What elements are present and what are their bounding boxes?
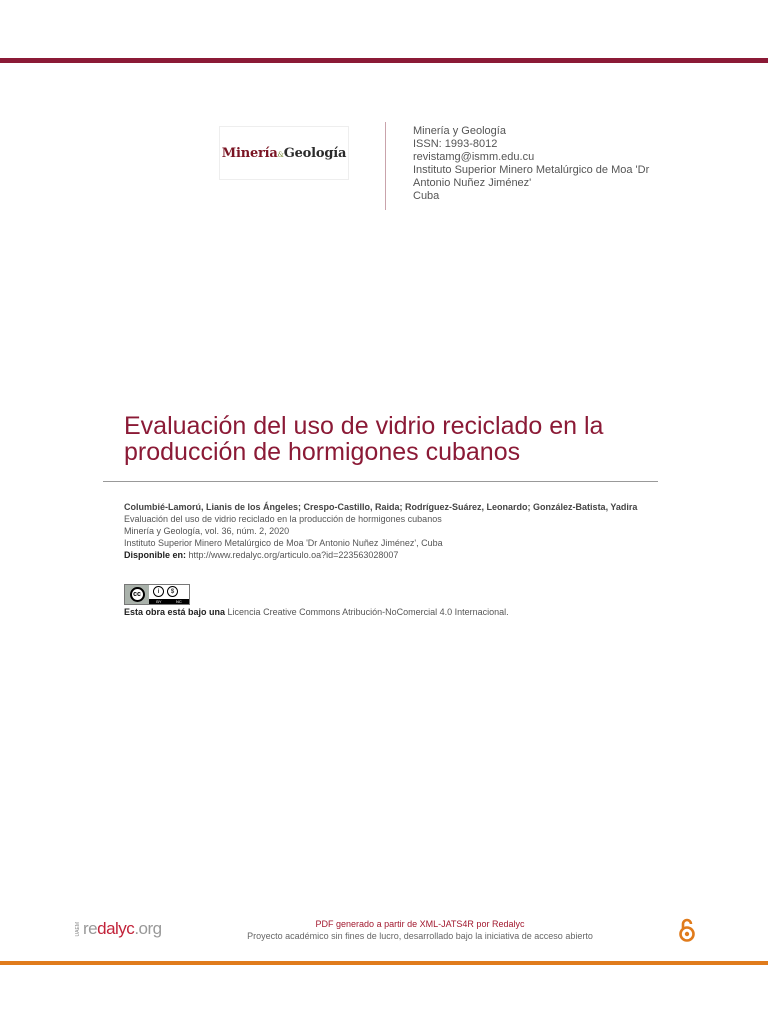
license-link[interactable]: Licencia Creative Commons Atribución-NoComercial 4.0 Internacional. bbox=[227, 607, 509, 617]
journal-logo-text: Minería&Geología bbox=[221, 145, 347, 161]
title-divider bbox=[103, 481, 658, 482]
badge-nc-label: NC bbox=[176, 599, 182, 604]
journal-info bbox=[413, 125, 683, 203]
journal-logo bbox=[219, 126, 349, 180]
journal-country: Cuba bbox=[413, 190, 440, 202]
license-prefix: Esta obra está bajo una bbox=[124, 607, 226, 617]
journal-email[interactable]: revistamg@ismm.edu.cu bbox=[413, 151, 535, 163]
bottom-accent-bar bbox=[0, 961, 768, 965]
article-title: Evaluación del uso de vidrio reciclado en la producción de hormigones cubanos bbox=[124, 412, 604, 466]
uaem-label: UAEM bbox=[75, 921, 81, 937]
article-citation: Minería y Geología, vol. 36, núm. 2, 2020 bbox=[124, 526, 290, 536]
article-link[interactable]: http://www.redalyc.org/articulo.oa?id=223563028007 bbox=[188, 550, 399, 560]
open-access-icon bbox=[677, 917, 697, 943]
article-title-line: Evaluación del uso de vidrio reciclado en la producción de hormigones cubanos bbox=[124, 514, 442, 524]
article-institution: Instituto Superior Minero Metalúrgico de Moa 'Dr Antonio Nuñez Jiménez', Cuba bbox=[124, 538, 443, 548]
top-accent-bar bbox=[0, 58, 768, 63]
redalyc-wordmark: redalyc.org bbox=[83, 919, 162, 938]
article-availability bbox=[124, 549, 646, 561]
attribution-icon: i bbox=[153, 586, 164, 597]
footer-text bbox=[200, 918, 640, 942]
cc-icon: cc bbox=[130, 587, 145, 602]
redalyc-logo[interactable] bbox=[75, 917, 162, 941]
footer-project-line: Proyecto académico sin fines de lucro, desarrollado bajo la iniciativa de acceso abierto bbox=[247, 931, 593, 941]
header-divider bbox=[385, 122, 386, 210]
cc-terms bbox=[149, 585, 189, 604]
noncommercial-icon: $ bbox=[167, 586, 178, 597]
article-authors: Columbié-Lamorú, Lianis de los Ángeles; Crespo-Castillo, Raida; Rodríguez-Suárez, Leonardo; González-Batista, Yadira bbox=[124, 502, 638, 512]
available-label: Disponible en: bbox=[124, 550, 187, 560]
cc-section bbox=[125, 585, 149, 604]
badge-by-label: BY bbox=[156, 599, 162, 604]
journal-name: Minería y Geología bbox=[413, 125, 506, 137]
journal-issn: ISSN: 1993-8012 bbox=[413, 138, 498, 150]
license-statement bbox=[124, 606, 509, 618]
journal-institution: Instituto Superior Minero Metalúrgico de Moa 'Dr Antonio Nuñez Jiménez' bbox=[413, 164, 650, 189]
footer-generated-line: PDF generado a partir de XML-JATS4R por Redalyc bbox=[315, 919, 525, 929]
cc-license-badge[interactable] bbox=[124, 584, 190, 605]
article-metadata bbox=[124, 501, 646, 561]
